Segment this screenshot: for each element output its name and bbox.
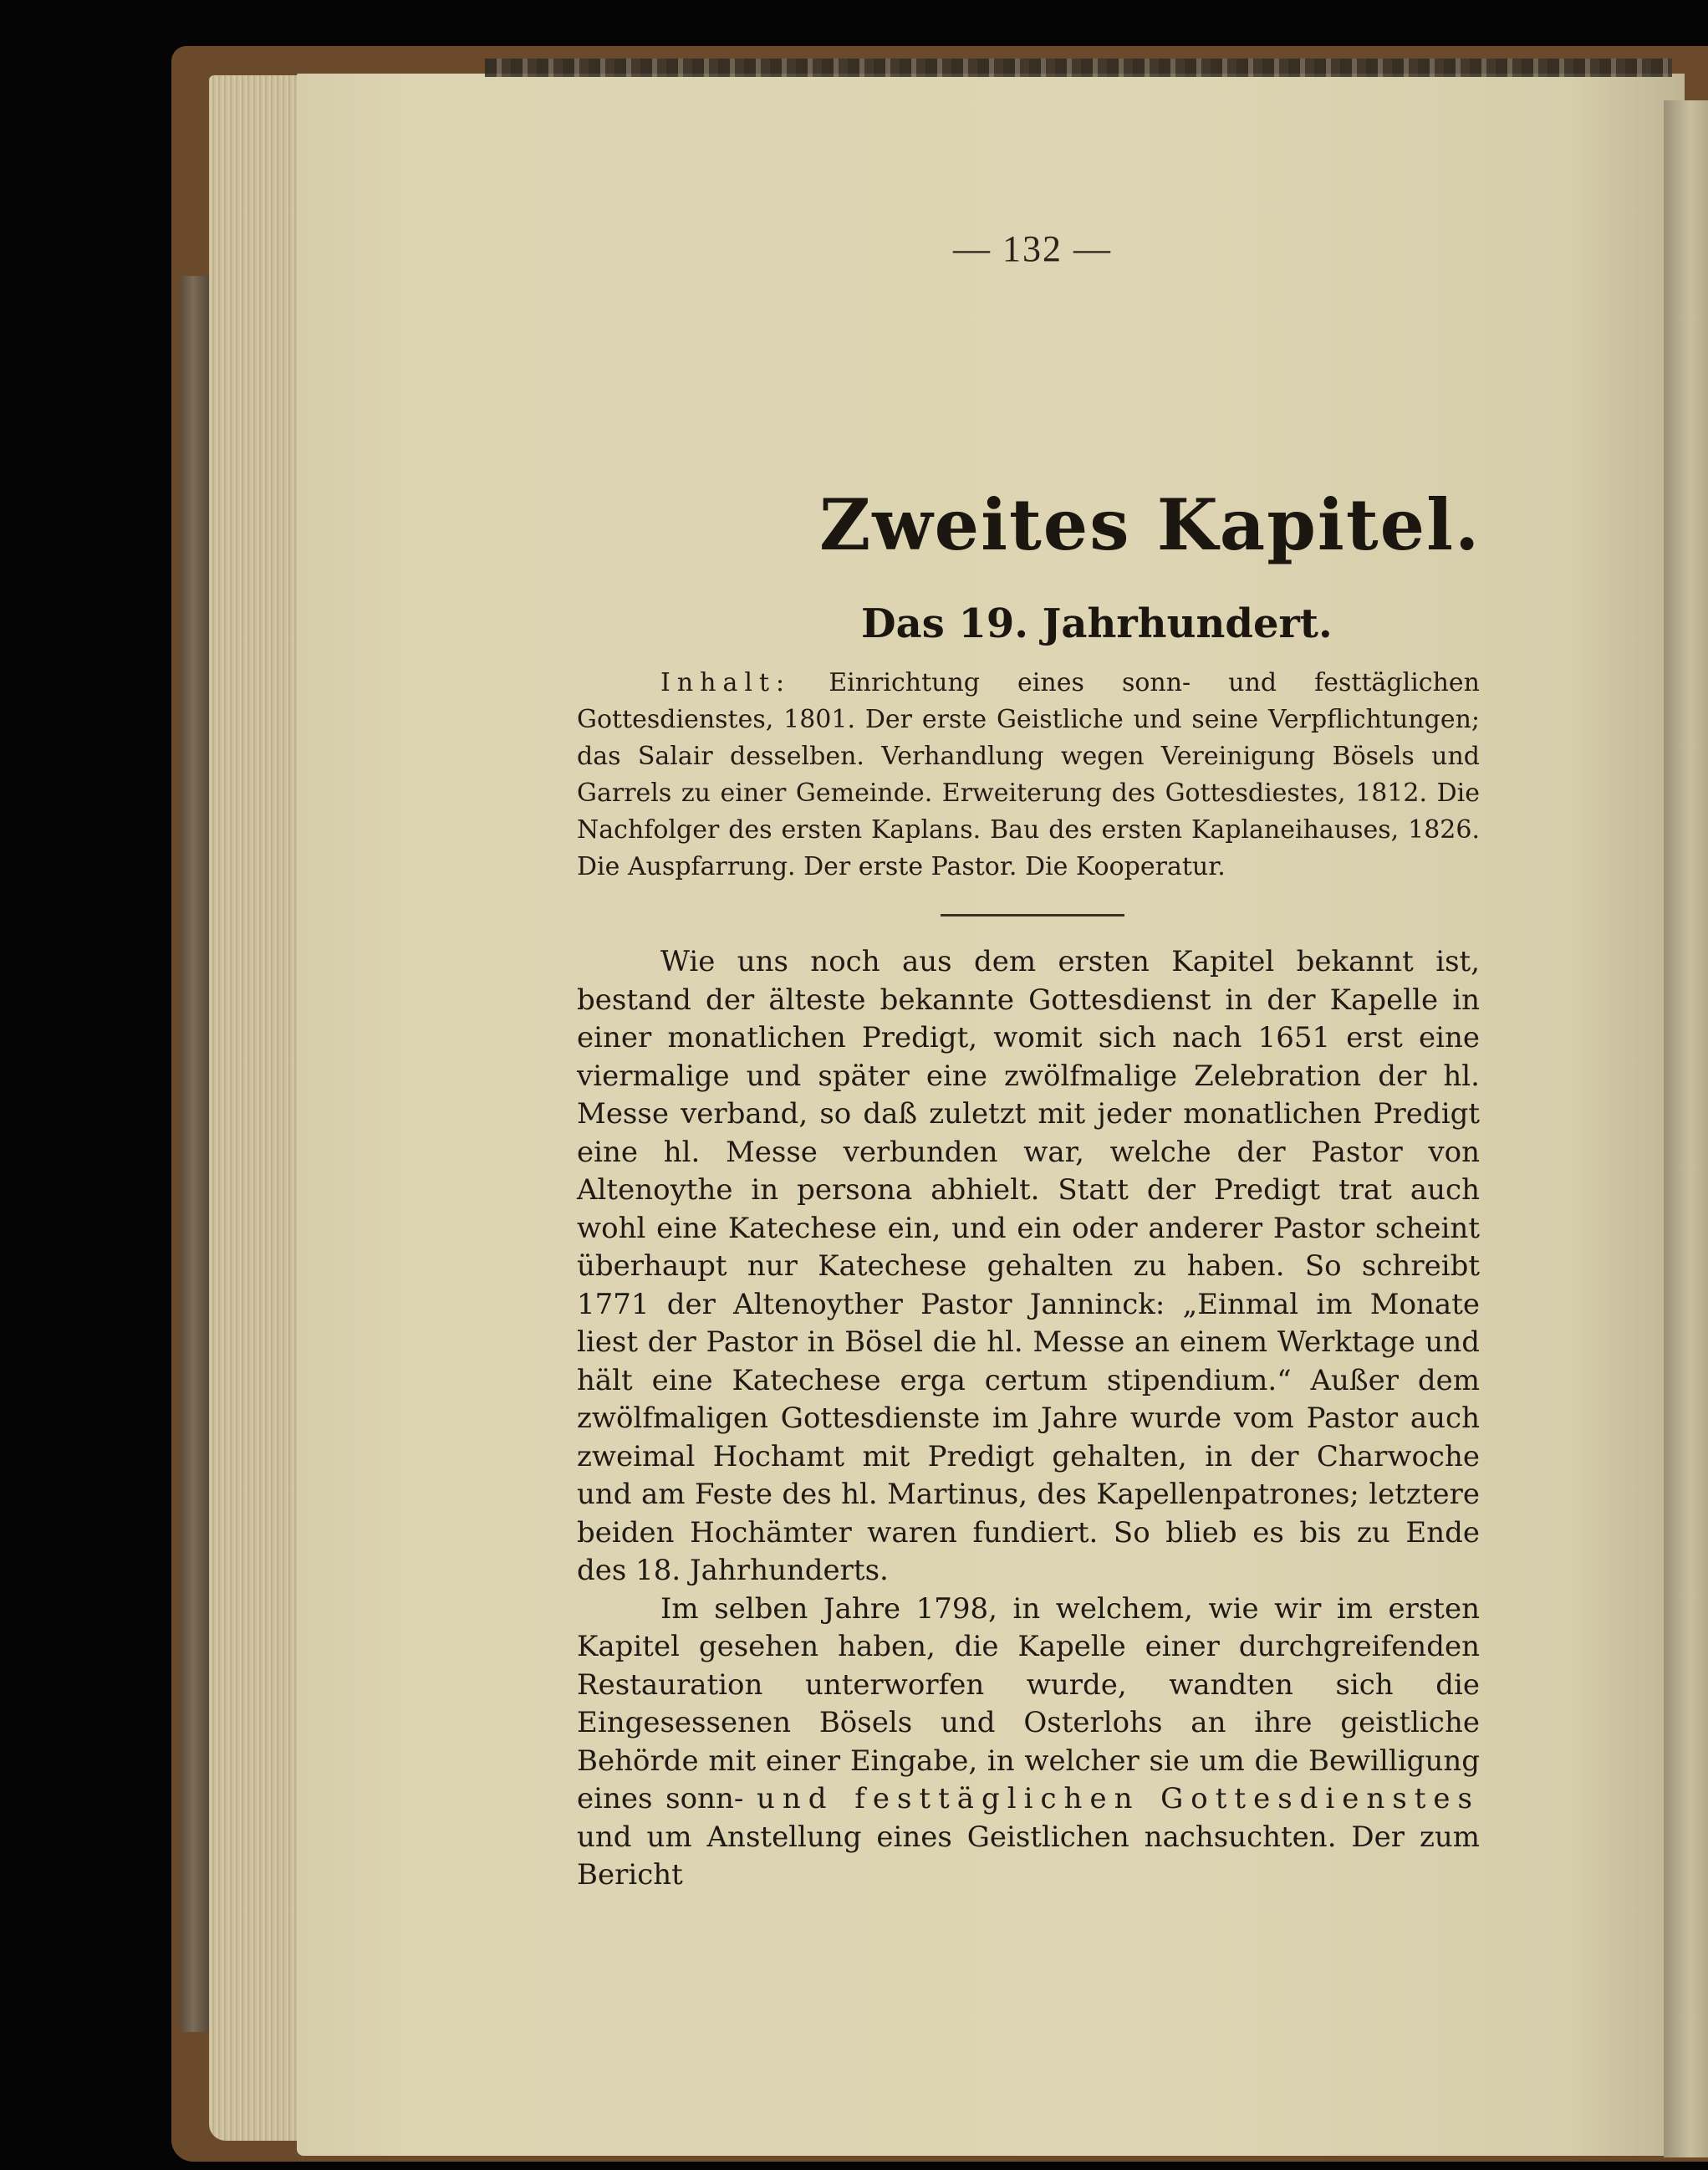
paragraph-text: und um Anstellung eines Geistlichen nachsuchten. Der zum Bericht	[577, 1820, 1480, 1892]
paragraph: Wie uns noch aus dem ersten Kapitel bekannt ist, bestand der älteste bekannte Gottesdienst in der Kapelle in einer monatlichen Predigt, womit sich nach 1651 erst eine viermalige und später eine zwölfmalige Zelebration der hl. Messe verband, so daß zuletzt mit jeder monatlichen Predigt eine hl. Messe verbunden war, welche der Pastor von Altenoythe in persona abhielt. Statt der Predigt trat auch wohl eine Katechese ein, und ein oder anderer Pastor scheint überhaupt nur Katechese gehalten zu haben. So schreibt 1771 der Altenoyther Pastor Janninck: „Einmal im Monate liest der Pastor in Bösel die hl. Messe an einem Werktage und hält eine Katechese erga certum stipendium.“ Außer dem zwölfmaligen Gottesdienste im Jahre wurde vom Pastor auch zweimal Hochamt mit Predigt gehalten, in der Charwoche und am Feste des hl. Martinus, des Kapellenpatrones; letztere beiden Hochämter waren fundiert. So blieb es bis zu Ende des 18. Jahrhunderts.	[577, 945, 1480, 1587]
contents-label: Inhalt:	[660, 668, 792, 697]
chapter-subtitle: Das 19. Jahrhundert.	[861, 600, 1333, 647]
top-binding-strip	[485, 59, 1672, 77]
paragraph	[577, 1590, 1480, 1895]
chapter-contents	[577, 665, 1480, 886]
body-text	[577, 943, 1480, 1895]
book-spine-edge	[180, 276, 213, 2032]
facing-page-edge	[1664, 100, 1708, 2157]
page-stack	[209, 75, 301, 2141]
chapter-title: Zweites Kapitel.	[819, 483, 1481, 566]
section-divider	[941, 914, 1124, 917]
paragraph-text: Im selben Jahre 1798, in welchem, wie wir im ersten Kapitel gesehen haben, die Kapelle einer durchgreifenden Restauration unterworfen wurde, wandten sich die Eingesessenen Bösels und Osterlohs an ihre geistliche Behörde mit einer Eingabe, in welcher sie um die Bewilligung eines sonn-	[577, 1591, 1480, 1815]
page-number: — 132 —	[953, 228, 1112, 269]
contents-text: Einrichtung eines sonn- und festtäglichen Gottesdienstes, 1801. Der erste Geistliche und seine Verpflichtungen; das Salair desselben. Verhandlung wegen Vereinigung Bösels und Garrels zu einer Gemeinde. Erweiterung des Gottesdiestes, 1812. Die Nachfolger des ersten Kaplans. Bau des ersten Kaplaneihauses, 1826. Die Auspfarrung. Der erste Pastor. Die Kooperatur.	[577, 668, 1480, 881]
spaced-phrase: und festtäglichen Gottesdienstes	[757, 1782, 1481, 1815]
